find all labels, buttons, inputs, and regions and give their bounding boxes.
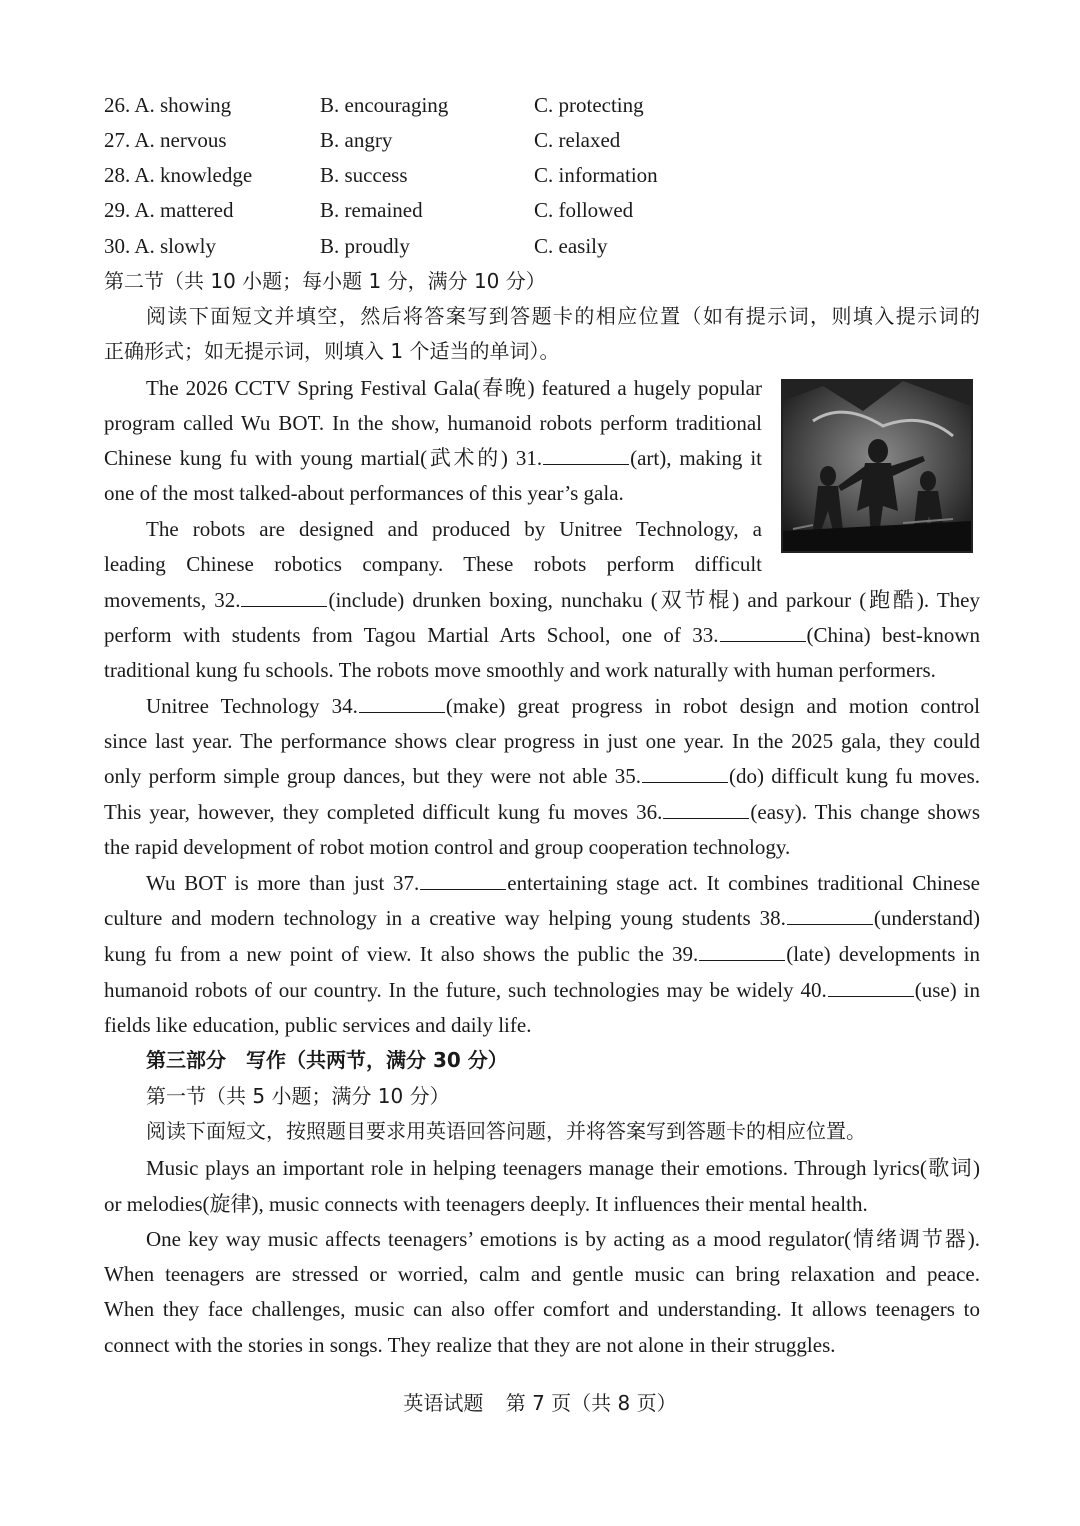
passage-p1-line2: program called Wu BOT. In the show, humanoid robots perform traditional	[104, 411, 762, 435]
option-a: 30. A. slowly	[104, 234, 217, 258]
writing-p1-line2: or melodies(旋律), music connects with teenagers deeply. It influences their mental health.	[104, 1192, 868, 1216]
option-a: 29. A. mattered	[104, 198, 234, 222]
blank-40[interactable]	[828, 976, 914, 997]
text-segment: (China) best-known	[806, 623, 980, 647]
text-segment: (use) in	[914, 978, 980, 1002]
text-segment: movements, 32.	[104, 588, 241, 612]
passage-p1-line3	[104, 441, 762, 476]
passage-p3-line5: the rapid development of robot motion control and group cooperation technology.	[104, 835, 791, 859]
option-b: B. proudly	[320, 234, 410, 258]
option-b: B. encouraging	[320, 93, 449, 117]
text-segment: (include) drunken boxing, nunchaku (双节棍) and parkour (跑酷). They	[328, 588, 980, 612]
part3-instruction: 阅读下面短文，按照题目要求用英语回答问题，并将答案写到答题卡的相应位置。	[146, 1119, 866, 1143]
text-segment: (art), making it	[630, 446, 762, 470]
option-c: C. information	[534, 163, 658, 187]
writing-p2-line3: When they face challenges, music can also offer comfort and understanding. It allows teenagers to	[104, 1297, 980, 1321]
option-a: 26. A. showing	[104, 93, 232, 117]
text-segment: kung fu from a new point of view. It also shows the public the 39.	[104, 942, 699, 966]
page-footer	[0, 1388, 1080, 1418]
part3-heading: 第三部分 写作（共两节，满分 30 分）	[146, 1048, 508, 1072]
option-a: 27. A. nervous	[104, 128, 227, 152]
text-segment: Wu BOT is more than just 37.	[146, 871, 420, 895]
text-segment: Chinese kung fu with young martial(武术的) 31.	[104, 446, 543, 470]
writing-p2-line4: connect with the stories in songs. They realize that they are not alone in their struggles.	[104, 1333, 836, 1357]
passage-p4-line5: fields like education, public services and daily life.	[104, 1013, 532, 1037]
footer-page-number: 第 7 页（共 8 页）	[505, 1391, 677, 1415]
passage-p3-line1	[146, 689, 980, 724]
blank-39[interactable]	[699, 940, 785, 961]
blank-38[interactable]	[787, 904, 873, 925]
passage-p4-line2	[104, 901, 980, 936]
section2-heading: 第二节（共 10 小题；每小题 1 分，满分 10 分）	[104, 269, 546, 293]
option-c: C. followed	[534, 198, 634, 222]
blank-32[interactable]	[241, 586, 327, 607]
option-b: B. success	[320, 163, 408, 187]
footer-subject: 英语试题	[403, 1391, 484, 1415]
blank-33[interactable]	[720, 621, 806, 642]
option-b: B. remained	[320, 198, 423, 222]
text-segment: This year, however, they completed difficult kung fu moves 36.	[104, 800, 663, 824]
option-c: C. protecting	[534, 93, 644, 117]
passage-p2-line3	[104, 583, 980, 618]
text-segment: entertaining stage act. It combines traditional Chinese	[507, 871, 980, 895]
passage-p3-line2: since last year. The performance shows clear progress in just one year. In the 2025 gala, they could	[104, 729, 980, 753]
photo-image	[783, 381, 971, 551]
writing-p2-line1: One key way music affects teenagers’ emotions is by acting as a mood regulator(情绪调节器).	[146, 1227, 980, 1251]
passage-p3-line3	[104, 759, 980, 794]
text-segment: Unitree Technology 34.	[146, 694, 358, 718]
blank-35[interactable]	[642, 762, 728, 783]
robot-kung-fu-photo	[781, 379, 973, 553]
option-b: B. angry	[320, 128, 393, 152]
part3-subheading: 第一节（共 5 小题；满分 10 分）	[146, 1084, 450, 1108]
text-segment: humanoid robots of our country. In the future, such technologies may be widely 40.	[104, 978, 827, 1002]
option-c: C. easily	[534, 234, 608, 258]
passage-p2-line4	[104, 618, 980, 653]
passage-p2-line5: traditional kung fu schools. The robots move smoothly and work naturally with human performers.	[104, 658, 936, 682]
passage-p4-line3	[104, 937, 980, 972]
blank-34[interactable]	[359, 692, 445, 713]
passage-p3-line4	[104, 795, 980, 830]
passage-p1-line4: one of the most talked-about performances of this year’s gala.	[104, 481, 624, 505]
passage-p4-line4	[104, 973, 980, 1008]
passage-p4-line1	[146, 866, 980, 901]
passage-p2-line2: leading Chinese robotics company. These robots perform difficult	[104, 552, 762, 576]
text-segment: (understand)	[873, 906, 980, 930]
writing-p1-line1: Music plays an important role in helping teenagers manage their emotions. Through lyrics(歌词)	[146, 1156, 980, 1180]
option-c: C. relaxed	[534, 128, 621, 152]
section2-instruction-line2: 正确形式；如无提示词，则填入 1 个适当的单词）。	[104, 339, 560, 363]
text-segment: culture and modern technology in a creative way helping young students 38.	[104, 906, 786, 930]
text-segment: (do) difficult kung fu moves.	[729, 764, 980, 788]
blank-37[interactable]	[420, 869, 506, 890]
option-a: 28. A. knowledge	[104, 163, 253, 187]
blank-36[interactable]	[663, 798, 749, 819]
text-segment: (make) great progress in robot design and motion control	[445, 694, 980, 718]
writing-p2-line2: When teenagers are stressed or worried, calm and gentle music can bring relaxation and peace.	[104, 1262, 980, 1286]
text-segment: perform with students from Tagou Martial Arts School, one of 33.	[104, 623, 719, 647]
blank-31[interactable]	[543, 444, 629, 465]
text-segment: (easy). This change shows	[750, 800, 981, 824]
section2-instruction-line1: 阅读下面短文并填空，然后将答案写到答题卡的相应位置（如有提示词，则填入提示词的	[146, 304, 980, 328]
text-segment: only perform simple group dances, but they were not able 35.	[104, 764, 642, 788]
text-segment: (late) developments in	[786, 942, 980, 966]
passage-p2-line1: The robots are designed and produced by Unitree Technology, a	[146, 517, 762, 541]
passage-p1-line1: The 2026 CCTV Spring Festival Gala(春晚) featured a hugely popular	[146, 376, 762, 400]
